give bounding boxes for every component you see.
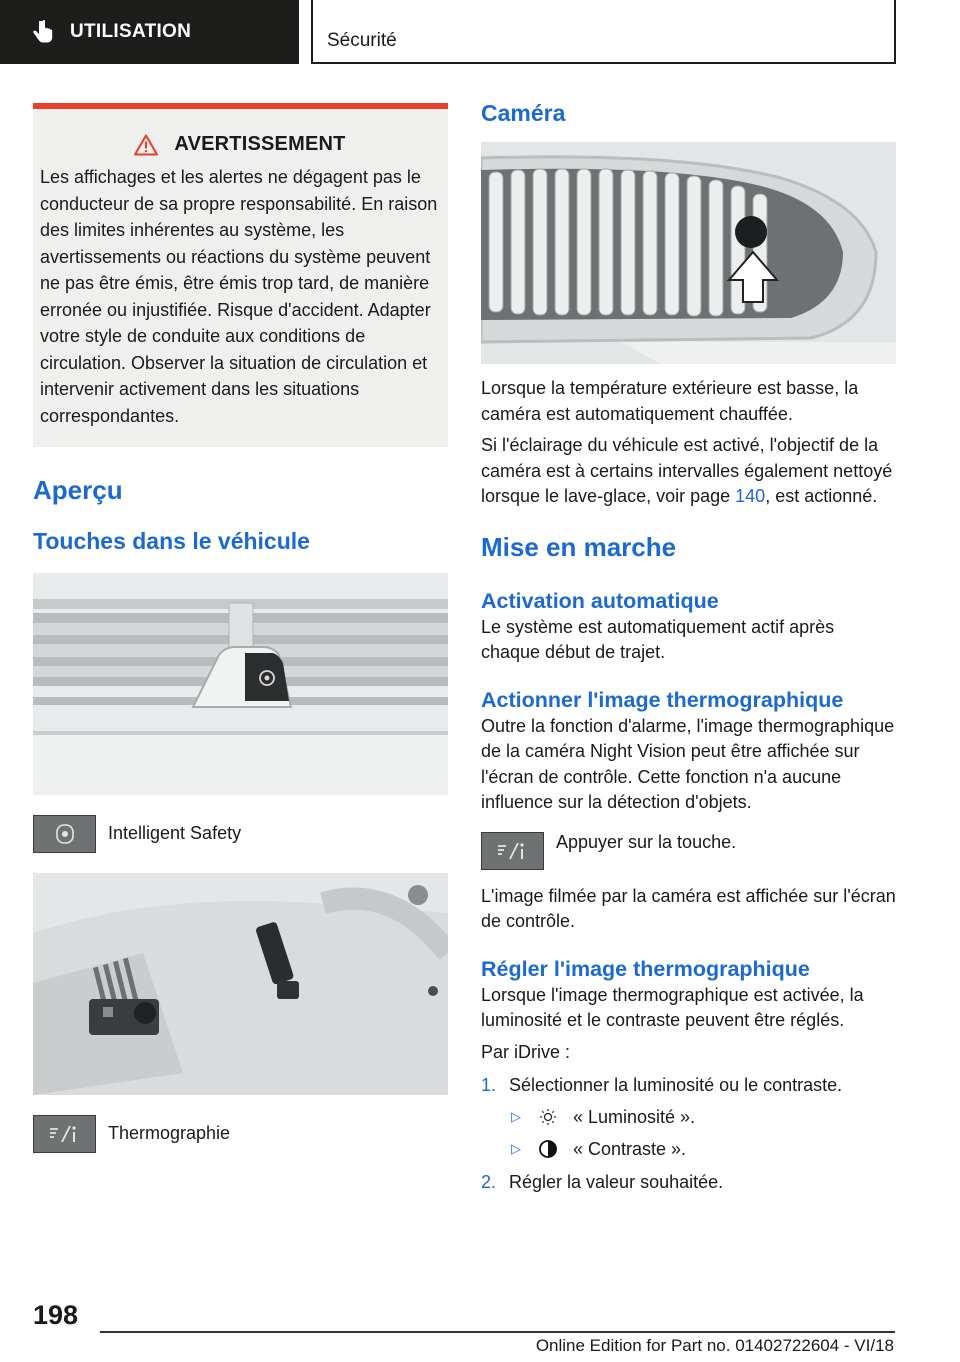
sub-step-contraste bbox=[511, 1138, 896, 1160]
header-chapter-tab bbox=[311, 0, 896, 64]
camera-paragraph-2 bbox=[481, 433, 896, 510]
front-grille-photo bbox=[33, 573, 448, 795]
filmed-paragraph: L'image filmée par la caméra est affichée sur l'écran de contrôle. bbox=[481, 885, 896, 931]
heading-activation-automatique: Activation automatique bbox=[481, 588, 719, 613]
idrive-label: Par iDrive : bbox=[481, 1041, 571, 1062]
warning-box bbox=[33, 103, 448, 447]
intelligent-safety-icon bbox=[54, 823, 76, 845]
heading-touches: Touches dans le véhicule bbox=[33, 528, 310, 554]
key-thermographie-row bbox=[33, 1115, 448, 1153]
camera-paragraph-1: Lorsque la température extérieure est basse, la caméra est automatiquement chauffée. bbox=[481, 378, 859, 424]
right-column bbox=[481, 100, 896, 1195]
page-number: 198 bbox=[33, 1300, 79, 1330]
chapter-label: Sécurité bbox=[327, 30, 397, 51]
step-2-number: 2. bbox=[481, 1172, 497, 1192]
steps-list bbox=[481, 1073, 896, 1195]
footer-edition: Online Edition for Part no. 01402722604 - VI/18 bbox=[535, 1336, 894, 1355]
heading-regler-thermographie: Régler l'image thermographique bbox=[481, 956, 810, 981]
warning-title: AVERTISSEMENT bbox=[174, 133, 346, 155]
step-1 bbox=[481, 1073, 896, 1098]
camera-paragraph-2-text-a: Si l'éclairage du véhicule est activé, l'objectif de la caméra est à certains intervalles également nettoyé lorsque le lave-glace, voir page bbox=[481, 435, 893, 506]
section-label: UTILISATION bbox=[70, 21, 192, 42]
intelligent-safety-button-image bbox=[33, 815, 96, 853]
key-press-row bbox=[481, 832, 896, 870]
thermographie-button-image bbox=[33, 1115, 96, 1153]
sub-step-luminosite bbox=[511, 1106, 896, 1128]
dashboard-illustration bbox=[33, 873, 448, 1095]
camera-paragraph-2-text-b: , est actionné. bbox=[765, 486, 878, 506]
header-section-tab bbox=[0, 0, 299, 64]
sub-step-contraste-label: « Contraste ». bbox=[573, 1138, 687, 1159]
key-intelligent-safety-row bbox=[33, 815, 448, 853]
regler-paragraph: Lorsque l'image thermographique est activée, la luminosité et le contraste peuvent être réglés. bbox=[481, 984, 864, 1030]
actionner-paragraph: Outre la fonction d'alarme, l'image thermographique de la caméra Night Vision peut être affichée sur l'écran de contrôle. Cette fonction n'a aucune influence sur la détection d'objets. bbox=[481, 715, 895, 812]
left-column bbox=[33, 103, 448, 1153]
brightness-icon bbox=[537, 1106, 559, 1128]
heading-camera: Caméra bbox=[481, 100, 566, 126]
warning-triangle-icon bbox=[134, 134, 158, 156]
hand-pointer-icon bbox=[30, 19, 56, 45]
sub-step-luminosite-label: « Luminosité ». bbox=[573, 1106, 696, 1127]
step-2 bbox=[481, 1170, 896, 1195]
front-grille-illustration bbox=[33, 573, 448, 795]
camera-grille-illustration bbox=[481, 142, 896, 364]
contrast-icon bbox=[537, 1138, 559, 1160]
heading-actionner-thermographie: Actionner l'image thermographique bbox=[481, 687, 844, 712]
triangle-bullet-icon: ▷ bbox=[511, 1141, 521, 1156]
key-intelligent-safety-label: Intelligent Safety bbox=[108, 823, 242, 843]
step-1-number: 1. bbox=[481, 1075, 497, 1095]
page-link-140[interactable]: 140 bbox=[735, 486, 766, 506]
key-press-label: Appuyer sur la touche. bbox=[556, 831, 737, 852]
thermographie-key-image bbox=[481, 832, 544, 870]
triangle-bullet-icon: ▷ bbox=[511, 1109, 521, 1124]
camera-grille-photo bbox=[481, 142, 896, 364]
heading-mise-en-marche: Mise en marche bbox=[481, 531, 677, 562]
footer-divider bbox=[100, 1331, 895, 1333]
night-vision-icon bbox=[48, 1124, 82, 1144]
heading-apercu: Aperçu bbox=[33, 475, 123, 505]
key-thermographie-label: Thermographie bbox=[108, 1123, 231, 1143]
dashboard-photo bbox=[33, 873, 448, 1095]
activation-paragraph: Le système est automatiquement actif après chaque début de trajet. bbox=[481, 616, 835, 662]
night-vision-icon bbox=[496, 841, 530, 861]
warning-text: Les affichages et les alertes ne dégagent pas le conducteur de sa propre responsabilité. En raison des limites inhérentes au système, les avertissements ou réactions du système peuvent ne pas être émis, être émis trop tard, de manière erronée ou injustifiée. Risque d'accident. Adapter votre style de conduite aux conditions de circulation. Observer la situation de circulation et intervenir activement dans les situations correspondantes. bbox=[40, 167, 438, 426]
step-1-text: Sélectionner la luminosité ou le contraste. bbox=[509, 1075, 843, 1095]
warning-title-row bbox=[40, 133, 440, 156]
step-2-text: Régler la valeur souhaitée. bbox=[509, 1172, 724, 1192]
